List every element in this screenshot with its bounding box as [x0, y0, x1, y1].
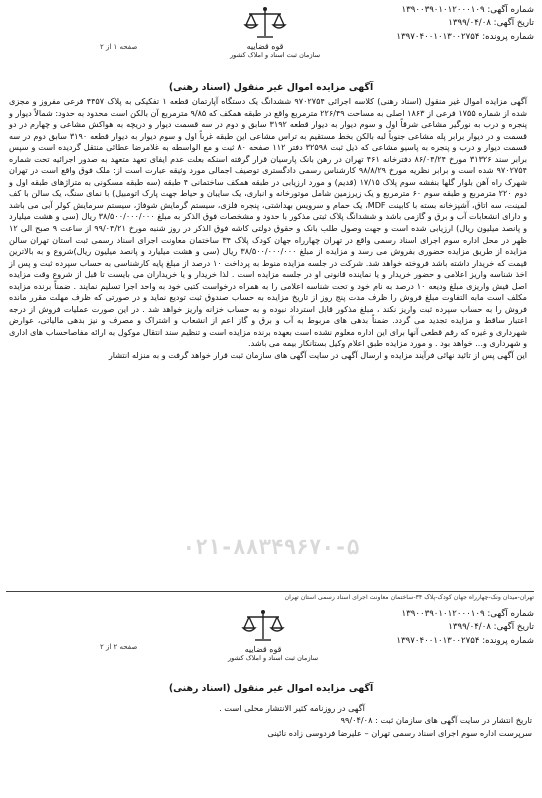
scales-emblem-icon	[243, 5, 287, 41]
file-number: شماره پرونده: ۱۳۹۷۰۴۰۰۱۰۱۳۰۰۲۷۵۴	[396, 635, 534, 646]
phone-watermark: ۰۲۱-۸۸۳۴۹۶۷۰-۵	[182, 535, 360, 559]
ad-number: شماره آگهی: ۱۳۹۰۰۳۹۰۱۰۱۲۰۰۰۱۰۹	[401, 5, 534, 15]
signatory-line: سرپرست اداره سوم اجرای اسناد رسمی تهران – علیرضا فردوسی زاده نائینی	[267, 727, 532, 738]
auction-text: آگهی مزایده اموال غیر منقول (اسناد رهنی) کلاسه اجرائی ۹۷۰۲۷۵۴ ششدانگ یک دستگاه آپارتمان قطعه ۱ تفکیکی به پلاک ۴۴۵۷ فرعی مفروز و مجزی شده از شماره ۱۷۵۵ فرعی از ۱۸۶۳ اصلی به مساحت ۲۲۶/۴۹ مترمربع واقع در طبقه همکف که ۹/۸۵ مترمربع آن بالکن است محدود به حدود: شمالاً دیوار و پنجره و درب به نورگیر مشاعی شرقاً اول و سوم دیوار به دیوار قطعه ۳۱۹۲ سابق و دوم در سه قسمت دیوار و دریچه به هواکش مشاعی و چهارم در دو قسمت و در دیوار برابر پله مشاعی جنوباً لبه بالکن بخط مستقیم به تراس مشاعی این طبقه غرباً اول و سوم دیوار به دیوار قطعه ۳۱۹۰ سابق دوم در سه قسمت دیوار و درب و پنجره به پاسیو مشاعی که ذیل ثبت ۳۲۵۹۸ دفتر ۱۱۲ صفحه ۸۰ ثبت و مع الواسطه به غلامرضا عطائی منتقل گردیده است و سپس برابر سند ۳۱۳۲۶ مورخ ۸۶/۰۴/۲۴ دفترخانه ۴۶۱ تهران در رهن بانک پارسیان قرار گرفته اسنکه بعلت عدم ایفای تعهد متعهد به صدور اجرائیه تحت شماره ۹۷۰۲۷۵۴ شده است و برابر نظریه مورخ ۹۸/۸/۲۹ کارشناس رسمی دادگستری توصیف اجمالی مورد وثیقه عبارت است از: ملک فوق واقع است در تهران شهرک راه آهن بلوار گلها بنفشه سوم پلاک ۱۷/۱۵ (قدیم) و مورد ارزیابی در طبقه همکف ساختمانی ۴ طبقه (سه طبقه مسکونی به متراژهای طبقه اول و دوم ۲۲۰ مترمربع و طبقه سوم ۶۰ مترمربع و یک زیرزمین شامل موتورخانه و انباری، یک سایبان و حیاط جهت پارک اتومبیل) با نمای سنگ، یک سالن با کف لمینت، سه اتاق، آشپزخانه بسته با کابینت MDF، یک حمام و سرویس بهداشتی، پنجره فلزی، سیستم گرمایش شوفاژ، سیستم سرمایش کولر آبی می باشد و دارای انشعابات آب و برق و گازمی باشد و ششدانگ پلاک ثبتی مذکور با حدود و مشخصات فوق الذکر به مبلغ ۳۸/۵۰۰/۰۰۰/۰۰۰ ریال (سی و هشت میلیارد و پانصد میلیون ریال) ارزیابی شده است و جهت وصول طلب بانک و حقوق دولتی کاشه فوق الذکر در روز شنبه مورخ ۹۹/۰۴/۲۱ از ساعت ۹ صبح الی ۱۲ ظهر در محل اداره سوم اجرای اسناد رسمی واقع در تهران چهارراه جهان کودک پلاک ۳۴ ساختمان معاونت اجرای اسناد رسمی ثبت استان تهران سالن مزایده از طریق مزایده حضوری بفروش می رسد و مزایده از مبلغ ۳۸/۵۰۰/۰۰۰/۰۰۰ ریال (سی و هشت میلیارد و پانصد میلیون ریال)شروع و به بالاترین قیمت که خریدار داشته باشد فروخته خواهد شد. شرکت در جلسه مزایده منوط به پرداخت ۱۰ درصد از مبلغ پایه کارشناسی به حساب سپرده ثبت و پس از اخذ شناسه واریز اعلامی و حضور خریدار و یا نماینده قانونی او در جلسه مزایده است . لذا خریدار و یا خریداران می بایست تا قبل از شروع وقت مزایده اصل فیش واریزی مبلغ ودیعه ۱۰ درصد به نام خود و تحت شناسه اعلامی را به همراه درخواست کتبی خود به واحد اجرا تسلیم نمایند . ضمناً برنده مزایده مکلف است مابه التفاوت مبلغ فروش را ظرف مدت پنج روز از تاریخ مزایده به حساب صندوق ثبت تودیع نماید و در صورتی که ظرف مهلت مقرر مانده فروش را به حساب سپرده ثبت واریز نکند ، مبلغ مذکور قابل استرداد نبوده و به حساب خزانه واریز خواهد شد . در این صورت عملیات فروش از درجه اعتبار ساقط و مزایده تجدید می گردد. ضمناً بدهی های مربوط به آب و برق و گاز اعم از انشعاب و اشتراک و مصرف و نیز بدهی مالیاتی، عوارض شهرداری و غیره که رقم قطعی آنها برای این اداره معلوم نشده است بعهده برنده مزایده است و تنظیم سند انتقال موکول به ارائه مفاصاحساب های اداری و شهرداری و... خواهد بود . و مورد مزایده طبق اعلام وکیل بستانکار بیمه می باشد.	[9, 96, 528, 349]
emblem-line-2: سازمان ثبت اسناد و املاک کشور	[228, 654, 319, 662]
ad-meta-2	[396, 608, 534, 648]
auction-title-1: آگهی مزایده اموال غیر منقول (اسناد رهنی)	[168, 82, 374, 93]
file-number: شماره پرونده: ۱۳۹۷۰۴۰۰۱۰۱۳۰۰۲۷۵۴	[396, 31, 534, 42]
auction-body-2	[52, 702, 532, 739]
auction-closing: این آگهی پس از تائید نهائی فرآیند مزایده و ارسال آگهی در سایت آگهی های سازمان ثبت قرار خواهد گرفت و به منزله انتشار	[108, 350, 527, 361]
ad-date: تاریخ آگهی: ۱۳۹۹/۰۴/۰۸	[448, 18, 534, 29]
ad-date: تاریخ آگهی: ۱۳۹۹/۰۴/۰۸	[448, 622, 534, 633]
auction-title-2: آگهی مزایده اموال غیر منقول (اسناد رهنی)	[168, 683, 374, 694]
judiciary-emblem-1	[230, 5, 321, 59]
page-label-2: صفحه ۲ از ۲	[100, 643, 138, 651]
ad-number: شماره آگهی: ۱۳۹۰۰۳۹۰۱۰۱۲۰۰۰۱۰۹	[401, 609, 534, 619]
emblem-line-1: قوه قضاییه	[244, 645, 282, 654]
page-label-1: صفحه ۱ از ۲	[100, 43, 138, 51]
emblem-line-1: قوه قضاییه	[246, 42, 284, 51]
scales-emblem-icon	[241, 608, 285, 644]
judiciary-emblem-2	[228, 608, 319, 662]
newspaper-note: آگهی در روزنامه کثیر الانتشار محلی است .	[219, 703, 365, 713]
publish-date-note: تاریخ انتشار در سایت آگهی های سازمان ثبت : ۹۹/۰۴/۰۸	[340, 715, 532, 726]
ad-meta-1	[396, 4, 534, 44]
auction-body-1	[9, 96, 527, 362]
emblem-line-2: سازمان ثبت اسناد و املاک کشور	[230, 51, 321, 59]
footer-address: تهران-میدان ونک-چهارراه جهان کودک-پلاک ۳۴-ساختمان معاونت اجرای اسناد رسمی استان تهران	[6, 591, 534, 601]
